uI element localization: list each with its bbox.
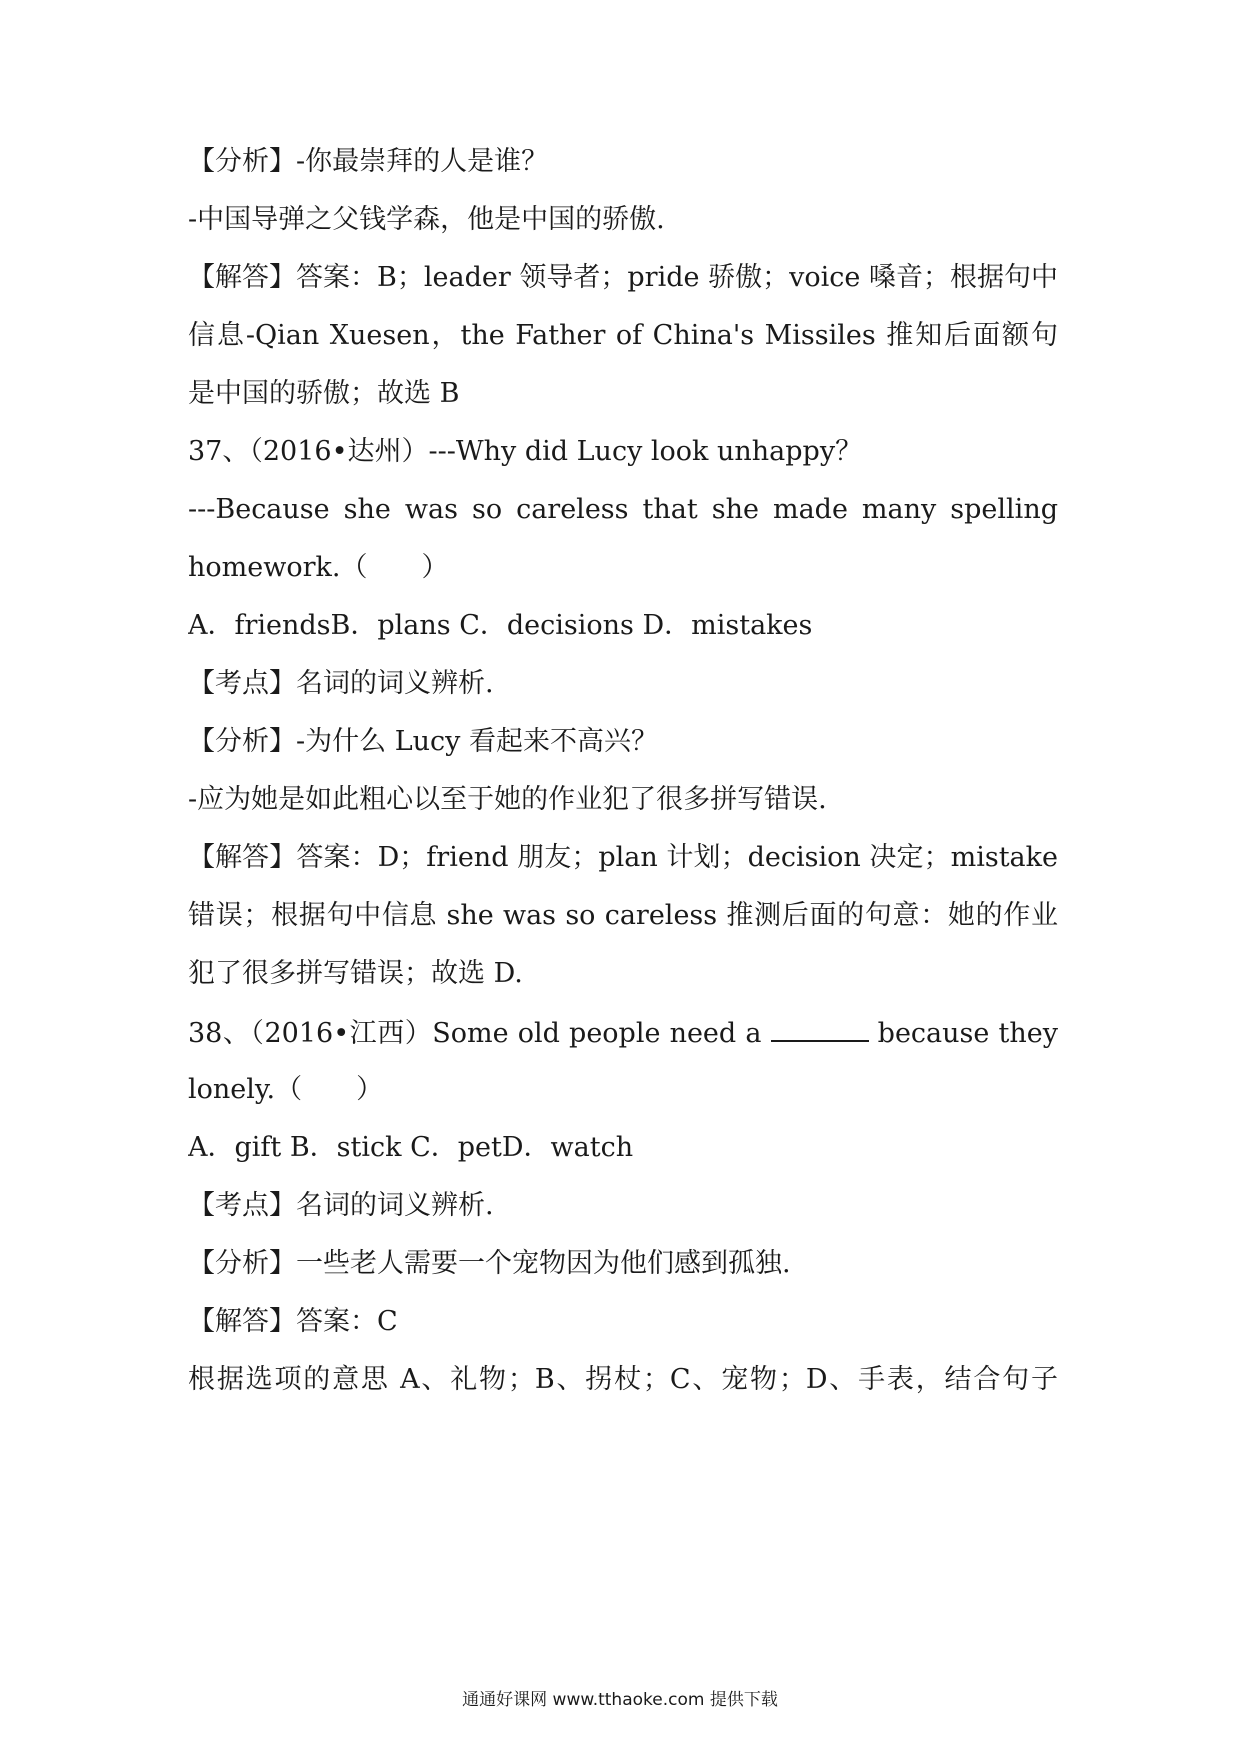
answer-q38-line2: 根据选项的意思 A、礼物；B、拐杖；C、宠物；D、手表，结合句子 xyxy=(188,1364,1058,1395)
answer-q36-line1: 【解答】答案：B；leader 领导者；pride 骄傲；voice 嗓音；根据句中 xyxy=(188,262,1058,293)
answer-q36-line2: 信息-Qian Xuesen，the Father of China's Missiles 推知后面额句 xyxy=(188,320,1058,351)
answer-blank xyxy=(771,1014,869,1042)
analysis-label-q36: 【分析】-你最崇拜的人是谁？ xyxy=(188,146,549,177)
question-37-title: 37、（2016•达州）---Why did Lucy look unhappy？ xyxy=(188,436,863,467)
question-37-line2: homework.（ ） xyxy=(188,552,449,583)
page-footer: 通通好课网 www.tthaoke.com 提供下载 xyxy=(462,1690,778,1710)
analysis-text-q37: -应为她是如此粗心以至于她的作业犯了很多拼写错误. xyxy=(188,784,827,815)
question-38-text-after-blank: because they xyxy=(877,1018,1058,1049)
question-38-options: A．gift B．stick C．petD．watch xyxy=(188,1132,634,1163)
answer-q38-line1: 【解答】答案：C xyxy=(188,1306,398,1337)
answer-q37-line1: 【解答】答案：D；friend 朋友；plan 计划；decision 决定；mistake xyxy=(188,842,1058,873)
answer-q36-line3: 是中国的骄傲；故选 B xyxy=(188,378,460,409)
question-38-text-before-blank: 38、（2016•江西）Some old people need a xyxy=(188,1018,762,1049)
key-point-q37: 【考点】名词的词义辨析. xyxy=(188,668,494,699)
question-37-options: A．friendsB．plans C．decisions D．mistakes xyxy=(188,610,813,641)
key-point-q38: 【考点】名词的词义辨析. xyxy=(188,1190,494,1221)
question-38-line1 xyxy=(188,1014,1058,1050)
analysis-q38: 【分析】一些老人需要一个宠物因为他们感到孤独. xyxy=(188,1248,791,1279)
answer-q37-line3: 犯了很多拼写错误；故选 D. xyxy=(188,958,523,989)
answer-q37-line2: 错误；根据句中信息 she was so careless 推测后面的句意：她的作业 xyxy=(188,900,1058,931)
analysis-text-q36: -中国导弹之父钱学森，他是中国的骄傲. xyxy=(188,204,665,235)
question-38-line2: lonely.（ ） xyxy=(188,1074,384,1105)
question-37-text-before-blank: ---Because she was so careless that she made many spelling xyxy=(188,494,1058,525)
question-37-line1 xyxy=(188,492,1058,528)
analysis-label-q37: 【分析】-为什么 Lucy 看起来不高兴？ xyxy=(188,726,658,757)
